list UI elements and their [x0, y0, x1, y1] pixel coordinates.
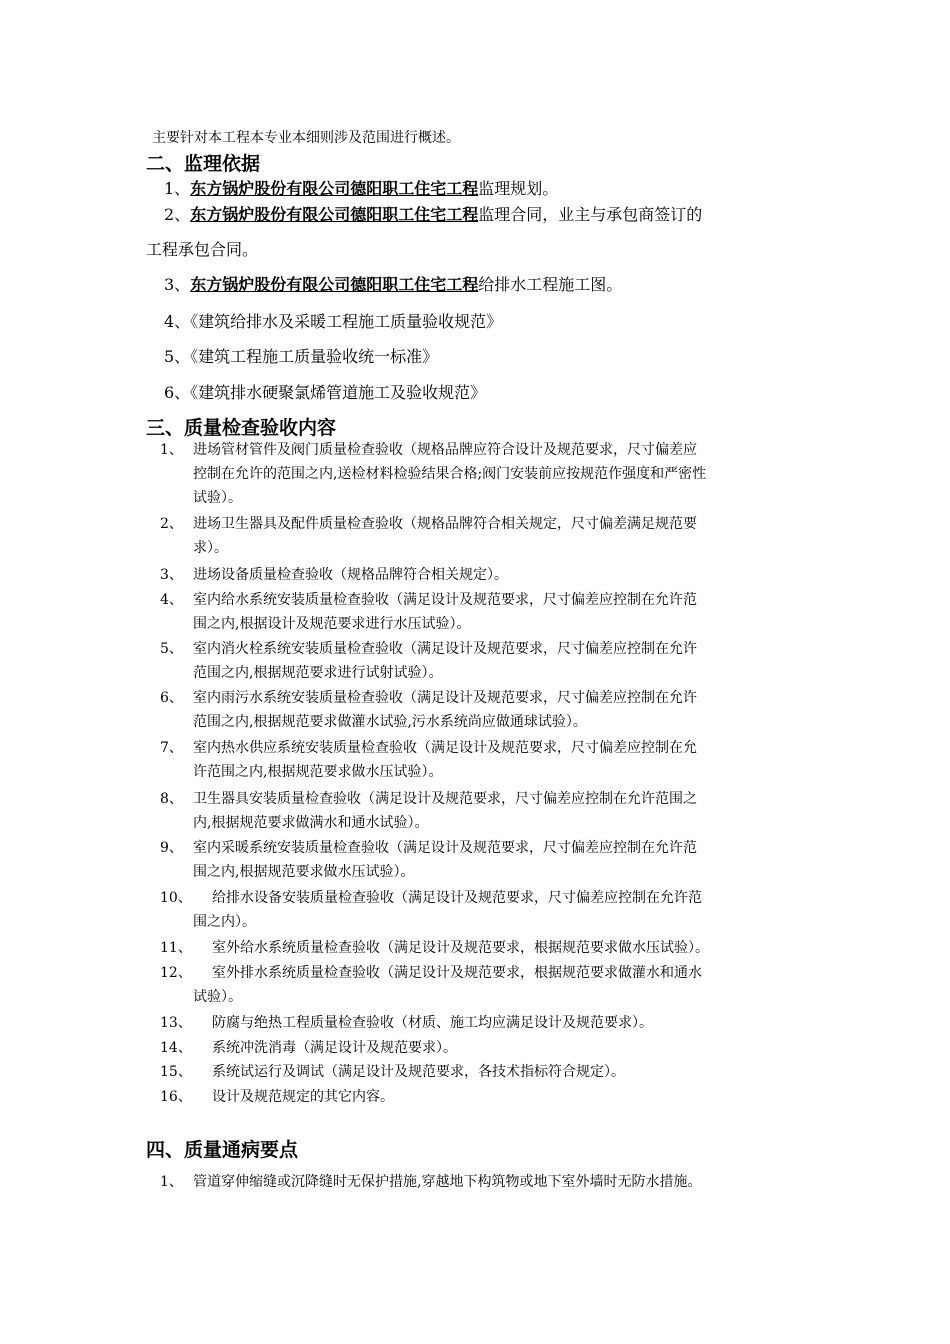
basis-item-2: 2、东方锅炉股份有限公司德阳职工住宅工程监理合同，业主与承包商签订的 [164, 205, 703, 224]
basis-item-5: 5、《建筑工程施工质量验收统一标准》 [164, 347, 439, 366]
section-title-basis: 二、监理依据 [146, 153, 261, 175]
section-title-quality: 三、质量检查验收内容 [146, 417, 337, 439]
basis-item-1: 1、东方锅炉股份有限公司德阳职工住宅工程监理规划。 [164, 179, 559, 198]
project-name: 东方锅炉股份有限公司德阳职工住宅工程 [190, 179, 479, 198]
basis-item-6: 6、《建筑排水硬聚氯烯管道施工及验收规范》 [164, 383, 487, 402]
intro-text: 主要针对本工程本专业本细则涉及范围进行概述。 [152, 130, 460, 146]
section-title-defects: 四、质量通病要点 [146, 1139, 299, 1161]
project-name: 东方锅炉股份有限公司德阳职工住宅工程 [190, 205, 479, 224]
basis-item-2-continuation: 工程承包合同。 [146, 240, 259, 259]
basis-item-3: 3、东方锅炉股份有限公司德阳职工住宅工程给排水工程施工图。 [164, 275, 623, 294]
basis-item-4: 4、《建筑给排水及采暖工程施工质量验收规范》 [164, 312, 503, 331]
document-page: 主要针对本工程本专业本细则涉及范围进行概述。 二、监理依据 1、东方锅炉股份有限公司德阳职工住宅工程监理规划。 2、东方锅炉股份有限公司德阳职工住宅工程监理合同，业主与承包商签订的 工程承包合同。 3、东方锅炉股份有限公司德阳职工住宅工程给排水工程施工图。 4、《建筑给排水及采暖工程施工质量验收规范》 5、《建筑工程施工质量验收统一标准》 6、《建筑排水硬聚氯烯管道施工及验收规范》 三、质量检查验收内容 1、 进场管材管件及阀门质量检查验收（规格品牌应符合设计及规范要求，尺寸偏差应 控制在允许的范围之内,送检材料检验结果合格;阀门安装前应按规范作强度和严密性 试验）。 2、 进场卫生器具及配件质量检查验收（规格品牌符合相关规定，尺寸偏差满足规范要 求）。 3、 进场设备质量检查验收（规格品牌符合相关规定）。 4、 室内给水系统安装质量检查验收（满足设计及规范要求，尺寸偏差应控制在允许范 围之内,根据设计及规范要求进行水压试验）。 5、 室内消火栓系统安装质量检查验收（满足设计及规范要求，尺寸偏差应控制在允许 范围之内,根据规范要求进行试射试验）。 6、 室内雨污水系统安装质量检查验收（满足设计及规范要求，尺寸偏差应控制在允许 范围之内,根据规范要求做灌水试验,污水系统尚应做通球试验）。 7、 室内热水供应系统安装质量检查验收（满足设计及规范要求，尺寸偏差应控制在允 许范围之内,根据规范要求做水压试验）。 8、 卫生器具安装质量检查验收（满足设计及规范要求，尺寸偏差应控制在允许范围之 内,根据规范要求做满水和通水试验）。 9、 室内采暖系统安装质量检查验收（满足设计及规范要求，尺寸偏差应控制在允许范 围之内,根据规范要求做水压试验）。 10、 给排水设备安装质量检查验收（满足设计及规范要求，尺寸偏差应控制在允许范 围之内）。 11、 室外给水系统质量检查验收（满足设计及规范要求，根据规范要求做水压试验）。 12、 室外排水系统质量检查验收（满足设计及规范要求，根据规范要求做灌水和通水 试验）。 13、 防腐与绝热工程质量检查验收（材质、施工均应满足设计及规范要求）。 14、 系统冲洗消毒（满足设计及规范要求）。 15、 系统试运行及调试（满足设计及规范要求，各技术指标符合规定）。 16、 设计及规范规定的其它内容。 四、质量通病要点 1、 管道穿伸缩缝或沉降缝时无保护措施,穿越地下构筑物或地下室外墙时无防水措施。 [0, 0, 950, 1344]
project-name: 东方锅炉股份有限公司德阳职工住宅工程 [190, 275, 479, 294]
